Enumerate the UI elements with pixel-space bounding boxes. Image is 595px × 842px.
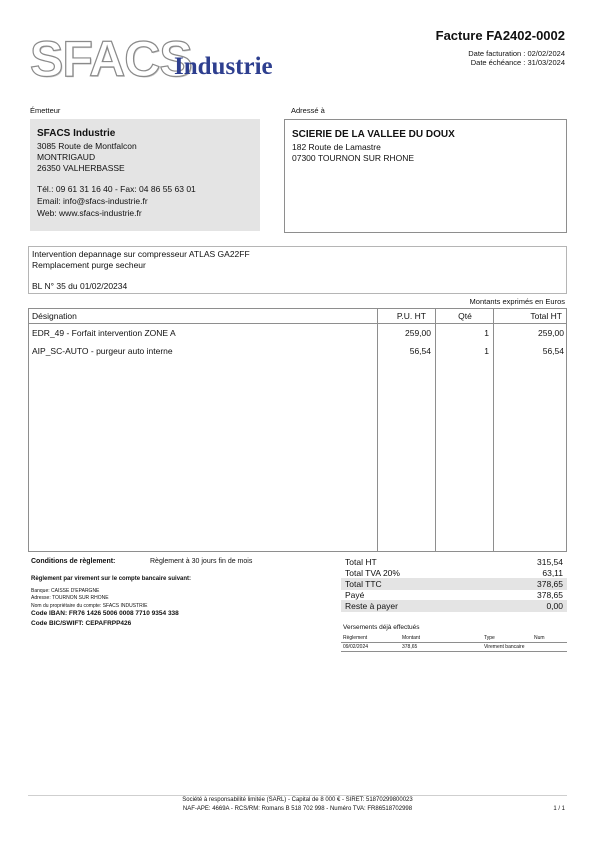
row-total: 56,54 [542,346,564,356]
recipient-label: Adressé à [291,106,325,115]
due-date: Date échéance : 31/03/2024 [470,58,565,67]
payments-header-num: Num [534,635,545,641]
description-delivery-note: BL N° 35 du 01/02/20234 [32,281,128,291]
row-qty: 1 [484,346,489,356]
company-logo [30,31,192,87]
issuer-name: SFACS Industrie [37,128,116,139]
totals-block [341,556,567,616]
recipient-address1: 182 Route de Lamastre [292,142,381,152]
total-ht-label: Total HT [345,557,377,567]
table-row [29,328,566,340]
table-header-total: Total HT [530,311,562,321]
page-number: 1 / 1 [553,806,565,812]
account-owner: Nom du propriétaire du compte: SFACS INDUSTRIE [31,603,148,609]
table-row [29,346,566,358]
payments-bottom-divider [341,651,567,652]
table-header-designation: Désignation [32,311,77,321]
row-qty: 1 [484,328,489,338]
description-line2: Remplacement purge secheur [32,260,146,270]
table-header-unit-price: P.U. HT [396,311,426,321]
payments-made-table [341,634,567,650]
table-header-divider [29,323,566,324]
issuer-address2: MONTRIGAUD [37,152,96,162]
issuer-box [30,119,260,231]
issuer-phone: Tél.: 09 61 31 16 40 - Fax: 04 86 55 63 01 [37,184,196,194]
recipient-address2: 07300 TOURNON SUR RHONE [292,153,415,163]
footer-legal-line1: Société à responsabilité limitée (SARL) - Capital de 8 000 € - SIRET: 51870299800023 [182,797,413,803]
payment-row-amount: 378,65 [402,644,418,650]
issuer-web[interactable]: Web: www.sfacs-industrie.fr [37,208,142,218]
total-vat-label: Total TVA 20% [345,568,400,578]
bank-address: Adresse: TOURNON SUR RHONE [31,595,109,601]
remaining-value: 0,00 [546,601,563,611]
payment-row-date: 09/02/2024 [343,644,369,650]
issuer-address3: 26350 VALHERBASSE [37,163,125,173]
payments-header-divider [341,642,567,643]
currency-note: Montants exprimés en Euros [469,297,565,306]
footer-legal-line2: NAF-APE: 4669A - RCS/RM: Romans B 518 702 998 - Numéro TVA: FR86518702998 [182,806,413,812]
row-designation: AIP_SC-AUTO - purgeur auto interne [32,346,173,356]
issuer-email[interactable]: Email: info@sfacs-industrie.fr [37,196,148,206]
payments-made-title: Versements déjà effectués [343,624,420,631]
footer-divider [28,795,567,796]
bic-code: Code BIC/SWIFT: CEPAFRPP426 [31,620,132,627]
iban-code: Code IBAN: FR76 1426 5006 0008 7710 9354 338 [31,610,179,617]
payment-row-type: Virement bancaire [484,644,525,650]
recipient-box [284,119,567,233]
issuer-address1: 3085 Route de Montfalcon [37,141,137,151]
row-unit-price: 259,00 [405,328,431,338]
invoice-lines-table [28,308,567,552]
logo-brand-text: SFACS [30,31,192,87]
total-ht-value: 315,54 [537,557,563,567]
bank-name: Banque: CAISSE D'EPARGNE [31,588,100,594]
row-unit-price: 56,54 [409,346,431,356]
logo-suffix: Industrie [174,53,273,80]
description-line1: Intervention depannage sur compresseur ATLAS GA22FF [32,249,250,259]
total-ttc-value: 378,65 [537,579,563,589]
row-total: 259,00 [538,328,564,338]
remaining-row [341,600,567,612]
row-designation: EDR_49 - Forfait intervention ZONE A [32,328,176,338]
intervention-description [28,246,567,294]
payments-header-amount: Montant [402,635,421,641]
total-ttc-label: Total TTC [345,579,382,589]
paid-label: Payé [345,590,365,600]
payment-conditions-label: Conditions de règlement: [31,558,116,565]
total-vat-value: 63,11 [542,568,563,578]
invoice-date: Date facturation : 02/02/2024 [468,49,565,58]
payment-conditions-value: Règlement à 30 jours fin de mois [150,558,253,565]
recipient-name: SCIERIE DE LA VALLEE DU DOUX [292,129,455,140]
table-header-qty: Qté [458,311,472,321]
issuer-label: Émetteur [30,106,61,115]
payments-header-type: Type [484,635,495,641]
invoice-title: Facture FA2402-0002 [435,28,565,43]
payments-header-date: Règlement [343,635,368,641]
paid-value: 378,65 [537,590,563,600]
remaining-label: Reste à payer [345,601,398,611]
bank-transfer-title: Règlement par virement sur le compte bancaire suivant: [31,576,192,582]
